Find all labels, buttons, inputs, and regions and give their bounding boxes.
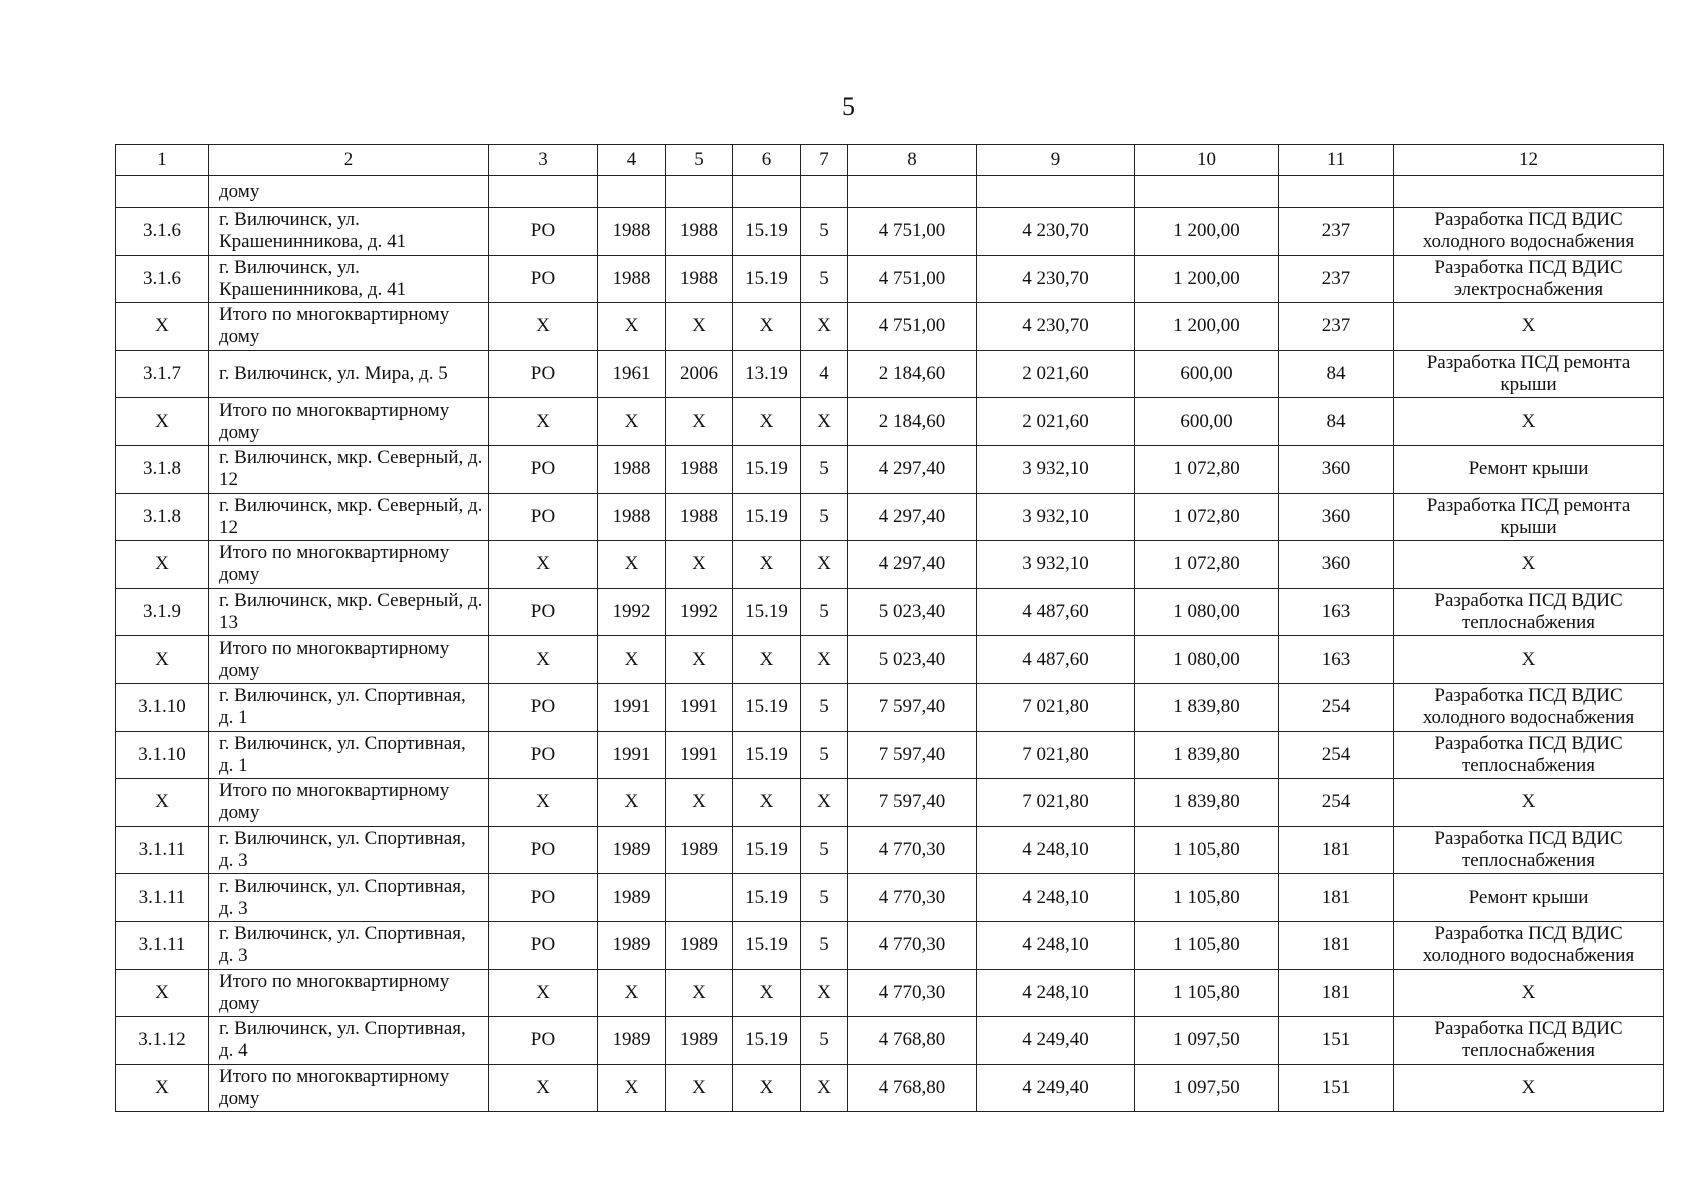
table-cell: Х: [733, 541, 801, 589]
table-cell: 3.1.11: [116, 874, 209, 922]
table-cell: [1279, 176, 1394, 208]
table-cell: 13.19: [733, 350, 801, 398]
table-cell: 2 021,60: [977, 398, 1135, 446]
table-cell: Х: [116, 1064, 209, 1112]
table-cell: 1991: [666, 731, 733, 779]
table-cell: 237: [1279, 208, 1394, 256]
table-cell: 5: [801, 255, 848, 303]
table-cell: 1 105,80: [1135, 921, 1279, 969]
table-cell: РО: [489, 255, 598, 303]
table-cell: 3 932,10: [977, 541, 1135, 589]
table-cell: 4 487,60: [977, 636, 1135, 684]
table-cell: 1 200,00: [1135, 255, 1279, 303]
table-cell: Х: [733, 398, 801, 446]
table-cell: 7 021,80: [977, 779, 1135, 827]
table-cell: Х: [1394, 1064, 1664, 1112]
table-row: [116, 1017, 1664, 1065]
table-cell: 4 770,30: [848, 826, 977, 874]
table-cell: 1989: [598, 826, 666, 874]
table-cell: Итого по многоквартирному дому: [209, 398, 489, 446]
table-cell: Х: [489, 1064, 598, 1112]
table-cell: Разработка ПСД ВДИС холодного водоснабжения: [1394, 921, 1664, 969]
table-cell: Итого по многоквартирному дому: [209, 1064, 489, 1112]
table-cell: 1988: [666, 208, 733, 256]
table-cell: 15.19: [733, 255, 801, 303]
column-header-8: 8: [848, 145, 977, 176]
table-cell: Разработка ПСД ВДИС теплоснабжения: [1394, 731, 1664, 779]
table-cell: 3.1.12: [116, 1017, 209, 1065]
table-cell: 1 839,80: [1135, 779, 1279, 827]
table-row: [116, 731, 1664, 779]
table-cell: 1989: [666, 921, 733, 969]
table-cell: 4 249,40: [977, 1017, 1135, 1065]
column-header-5: 5: [666, 145, 733, 176]
table-cell: Х: [801, 398, 848, 446]
table-cell: Х: [733, 1064, 801, 1112]
table-cell: 1989: [666, 1017, 733, 1065]
table-row: [116, 303, 1664, 351]
table-cell: Х: [733, 969, 801, 1017]
table-cell: 3.1.6: [116, 208, 209, 256]
table-cell: [598, 176, 666, 208]
column-header-6: 6: [733, 145, 801, 176]
table-cell: 3 932,10: [977, 493, 1135, 541]
table-cell: 1988: [598, 493, 666, 541]
table-cell: 4 768,80: [848, 1017, 977, 1065]
table-cell: 1 839,80: [1135, 731, 1279, 779]
table-cell: Х: [116, 303, 209, 351]
table-cell: Х: [666, 398, 733, 446]
table-cell: Х: [489, 779, 598, 827]
table-cell: РО: [489, 826, 598, 874]
table-cell: Х: [489, 398, 598, 446]
table-cell: 7 021,80: [977, 683, 1135, 731]
table-cell: 163: [1279, 636, 1394, 684]
table-cell: Х: [801, 636, 848, 684]
table-cell: Х: [666, 779, 733, 827]
table-cell: 4 230,70: [977, 208, 1135, 256]
table-cell: Х: [1394, 779, 1664, 827]
table-row: [116, 350, 1664, 398]
table-row: [116, 636, 1664, 684]
table-cell: Х: [666, 636, 733, 684]
column-header-12: 12: [1394, 145, 1664, 176]
table-cell: Х: [666, 1064, 733, 1112]
table-row: [116, 874, 1664, 922]
table-cell: Разработка ПСД ВДИС теплоснабжения: [1394, 588, 1664, 636]
table-cell: 1 097,50: [1135, 1064, 1279, 1112]
table-cell: 163: [1279, 588, 1394, 636]
table-cell: 1 097,50: [1135, 1017, 1279, 1065]
table-cell: 5: [801, 1017, 848, 1065]
table-cell: 4 248,10: [977, 874, 1135, 922]
table-cell: 1961: [598, 350, 666, 398]
table-cell: Х: [666, 303, 733, 351]
table-cell: 3.1.9: [116, 588, 209, 636]
table-body: [116, 176, 1664, 1112]
table-cell: РО: [489, 683, 598, 731]
table-cell: Х: [116, 779, 209, 827]
table-row: [116, 779, 1664, 827]
table-cell: Х: [1394, 969, 1664, 1017]
table-cell: РО: [489, 445, 598, 493]
table-cell: г. Вилючинск, ул. Спортивная, д. 1: [209, 683, 489, 731]
table-cell: 15.19: [733, 921, 801, 969]
table-cell: 3.1.11: [116, 921, 209, 969]
table-cell: 15.19: [733, 874, 801, 922]
table-cell: Х: [598, 303, 666, 351]
table-cell: 1988: [666, 255, 733, 303]
table-cell: г. Вилючинск, мкр. Северный, д. 13: [209, 588, 489, 636]
data-table: [115, 144, 1664, 1112]
table-cell: 3.1.8: [116, 493, 209, 541]
table-cell: Х: [666, 541, 733, 589]
table-cell: [733, 176, 801, 208]
table-cell: 5: [801, 208, 848, 256]
table-cell: Ремонт крыши: [1394, 445, 1664, 493]
page-number: 5: [842, 92, 855, 121]
table-cell: г. Вилючинск, ул. Спортивная, д. 3: [209, 874, 489, 922]
table-cell: 5: [801, 826, 848, 874]
table-row: [116, 588, 1664, 636]
table-row: [116, 969, 1664, 1017]
table-cell: г. Вилючинск, ул. Крашенинникова, д. 41: [209, 255, 489, 303]
table-cell: Х: [666, 969, 733, 1017]
table-row: [116, 255, 1664, 303]
table-cell: Х: [801, 1064, 848, 1112]
table-cell: 151: [1279, 1017, 1394, 1065]
table-cell: Х: [598, 969, 666, 1017]
table-cell: Разработка ПСД ВДИС холодного водоснабжения: [1394, 208, 1664, 256]
table-cell: 5 023,40: [848, 636, 977, 684]
table-cell: г. Вилючинск, ул. Спортивная, д. 4: [209, 1017, 489, 1065]
table-cell: 15.19: [733, 493, 801, 541]
table-cell: 15.19: [733, 208, 801, 256]
table-cell: Ремонт крыши: [1394, 874, 1664, 922]
table-cell: 4: [801, 350, 848, 398]
table-cell: 15.19: [733, 683, 801, 731]
table-cell: Итого по многоквартирному дому: [209, 303, 489, 351]
table-cell: Х: [801, 969, 848, 1017]
table-cell: 15.19: [733, 826, 801, 874]
table-cell: 5: [801, 493, 848, 541]
column-header-9: 9: [977, 145, 1135, 176]
table-cell: 181: [1279, 969, 1394, 1017]
table-cell: 2 184,60: [848, 350, 977, 398]
table-cell: 1991: [598, 683, 666, 731]
table-cell: 1989: [598, 1017, 666, 1065]
table-cell: Разработка ПСД ВДИС электроснабжения: [1394, 255, 1664, 303]
table-cell: 1989: [598, 874, 666, 922]
table-cell: 4 751,00: [848, 255, 977, 303]
table-cell: Х: [1394, 541, 1664, 589]
table-cell: 4 770,30: [848, 874, 977, 922]
table-cell: 15.19: [733, 588, 801, 636]
table-cell: 1 072,80: [1135, 541, 1279, 589]
table-cell: РО: [489, 1017, 598, 1065]
table-cell: Х: [116, 541, 209, 589]
table-cell: Х: [489, 541, 598, 589]
table-cell: 4 770,30: [848, 921, 977, 969]
table-cell: 15.19: [733, 445, 801, 493]
table-cell: 3.1.11: [116, 826, 209, 874]
table-cell: 254: [1279, 683, 1394, 731]
table-cell: 4 751,00: [848, 208, 977, 256]
table-cell: 181: [1279, 874, 1394, 922]
table-cell: 1 105,80: [1135, 826, 1279, 874]
table-cell: [489, 176, 598, 208]
table-cell: РО: [489, 874, 598, 922]
table-cell: 4 230,70: [977, 255, 1135, 303]
column-header-7: 7: [801, 145, 848, 176]
table-cell: [116, 176, 209, 208]
table-cell: 4 230,70: [977, 303, 1135, 351]
table-cell: г. Вилючинск, ул. Спортивная, д. 3: [209, 921, 489, 969]
table-cell: [801, 176, 848, 208]
table-cell: [1135, 176, 1279, 208]
table-cell: РО: [489, 731, 598, 779]
table-cell: Х: [116, 398, 209, 446]
table-cell: 360: [1279, 541, 1394, 589]
table-cell: 1 080,00: [1135, 588, 1279, 636]
table-cell: 1989: [598, 921, 666, 969]
table-cell: 7 597,40: [848, 683, 977, 731]
table-cell: 1992: [666, 588, 733, 636]
table-cell: Итого по многоквартирному дому: [209, 969, 489, 1017]
table-cell: 181: [1279, 826, 1394, 874]
table-cell: 1991: [598, 731, 666, 779]
table-cell: Х: [733, 636, 801, 684]
table-cell: [848, 176, 977, 208]
table-cell: 2006: [666, 350, 733, 398]
table-cell: дому: [209, 176, 489, 208]
table-cell: г. Вилючинск, мкр. Северный, д. 12: [209, 445, 489, 493]
table-cell: 4 768,80: [848, 1064, 977, 1112]
column-header-10: 10: [1135, 145, 1279, 176]
table-cell: 1991: [666, 683, 733, 731]
table-cell: 4 248,10: [977, 826, 1135, 874]
column-header-3: 3: [489, 145, 598, 176]
table-cell: 4 751,00: [848, 303, 977, 351]
table-cell: Х: [1394, 303, 1664, 351]
table-cell: 600,00: [1135, 350, 1279, 398]
table-row: [116, 398, 1664, 446]
table-cell: 5: [801, 683, 848, 731]
table-cell: Разработка ПСД ВДИС теплоснабжения: [1394, 826, 1664, 874]
table-row: [116, 493, 1664, 541]
table-cell: 84: [1279, 398, 1394, 446]
table-cell: Х: [801, 303, 848, 351]
table-cell: 5: [801, 874, 848, 922]
table-cell: г. Вилючинск, ул. Мира, д. 5: [209, 350, 489, 398]
table-cell: 1 072,80: [1135, 493, 1279, 541]
table-cell: РО: [489, 350, 598, 398]
table-cell: 1988: [598, 255, 666, 303]
table-cell: 151: [1279, 1064, 1394, 1112]
table-cell: 237: [1279, 303, 1394, 351]
table-cell: 237: [1279, 255, 1394, 303]
table-row: [116, 541, 1664, 589]
table-cell: Разработка ПСД ремонта крыши: [1394, 493, 1664, 541]
table-cell: Итого по многоквартирному дому: [209, 636, 489, 684]
table-cell: 181: [1279, 921, 1394, 969]
column-header-1: 1: [116, 145, 209, 176]
table-row: [116, 683, 1664, 731]
table-cell: 5: [801, 588, 848, 636]
table-row: [116, 1064, 1664, 1112]
table-cell: г. Вилючинск, мкр. Северный, д. 12: [209, 493, 489, 541]
table-cell: 5: [801, 445, 848, 493]
table-cell: Х: [1394, 398, 1664, 446]
column-header-2: 2: [209, 145, 489, 176]
table-cell: Х: [598, 779, 666, 827]
table-cell: Х: [1394, 636, 1664, 684]
table-cell: 1988: [666, 493, 733, 541]
table-cell: 84: [1279, 350, 1394, 398]
table-cell: 2 021,60: [977, 350, 1135, 398]
table-cell: РО: [489, 588, 598, 636]
table-cell: Х: [801, 541, 848, 589]
table-cell: 3 932,10: [977, 445, 1135, 493]
table-cell: 254: [1279, 779, 1394, 827]
table-cell: 3.1.8: [116, 445, 209, 493]
table-cell: [977, 176, 1135, 208]
table-cell: Х: [598, 398, 666, 446]
table-cell: [666, 176, 733, 208]
table-cell: 3.1.7: [116, 350, 209, 398]
table-cell: Х: [598, 541, 666, 589]
table-cell: РО: [489, 921, 598, 969]
table-cell: 3.1.10: [116, 731, 209, 779]
table-row: [116, 445, 1664, 493]
table-cell: 4 297,40: [848, 445, 977, 493]
table-cell: 7 597,40: [848, 731, 977, 779]
header-row: [116, 145, 1664, 176]
table-cell: 254: [1279, 731, 1394, 779]
table-cell: 2 184,60: [848, 398, 977, 446]
table-cell: 1988: [598, 208, 666, 256]
table-cell: 360: [1279, 493, 1394, 541]
table-cell: Х: [733, 779, 801, 827]
table-cell: 5: [801, 731, 848, 779]
table-cell: 7 021,80: [977, 731, 1135, 779]
table-row: [116, 921, 1664, 969]
table-cell: г. Вилючинск, ул. Спортивная, д. 3: [209, 826, 489, 874]
table-cell: Х: [733, 303, 801, 351]
table-cell: Разработка ПСД ремонта крыши: [1394, 350, 1664, 398]
table-cell: 7 597,40: [848, 779, 977, 827]
table-cell: 1988: [666, 445, 733, 493]
table-cell: 1 072,80: [1135, 445, 1279, 493]
table-cell: 1989: [666, 826, 733, 874]
column-header-11: 11: [1279, 145, 1394, 176]
table-cell: 4 249,40: [977, 1064, 1135, 1112]
table-cell: Х: [116, 969, 209, 1017]
column-header-4: 4: [598, 145, 666, 176]
table-row-continuation: [116, 176, 1664, 208]
table-cell: г. Вилючинск, ул. Спортивная, д. 1: [209, 731, 489, 779]
table-cell: 1988: [598, 445, 666, 493]
table-cell: 360: [1279, 445, 1394, 493]
table-cell: РО: [489, 493, 598, 541]
table-cell: 5: [801, 921, 848, 969]
table-cell: 15.19: [733, 731, 801, 779]
table-cell: 1 105,80: [1135, 874, 1279, 922]
table-cell: 3.1.6: [116, 255, 209, 303]
table-cell: Х: [598, 1064, 666, 1112]
table-row: [116, 208, 1664, 256]
table-cell: РО: [489, 208, 598, 256]
table-cell: 4 297,40: [848, 493, 977, 541]
table-cell: Разработка ПСД ВДИС холодного водоснабжения: [1394, 683, 1664, 731]
table-cell: 1 839,80: [1135, 683, 1279, 731]
table-cell: 4 297,40: [848, 541, 977, 589]
table-cell: 1 080,00: [1135, 636, 1279, 684]
table-cell: г. Вилючинск, ул. Крашенинникова, д. 41: [209, 208, 489, 256]
table-cell: 4 248,10: [977, 969, 1135, 1017]
table-cell: 4 248,10: [977, 921, 1135, 969]
table-cell: Х: [489, 969, 598, 1017]
table-cell: 4 770,30: [848, 969, 977, 1017]
table-cell: 1 200,00: [1135, 208, 1279, 256]
table-cell: 4 487,60: [977, 588, 1135, 636]
table-cell: 15.19: [733, 1017, 801, 1065]
table-cell: Итого по многоквартирному дому: [209, 779, 489, 827]
table-row: [116, 826, 1664, 874]
table-cell: 1992: [598, 588, 666, 636]
table-cell: Х: [598, 636, 666, 684]
table-cell: 3.1.10: [116, 683, 209, 731]
table-cell: [666, 874, 733, 922]
table-cell: Х: [489, 303, 598, 351]
table-cell: 600,00: [1135, 398, 1279, 446]
table-cell: 5 023,40: [848, 588, 977, 636]
table-cell: Х: [489, 636, 598, 684]
table-cell: Итого по многоквартирному дому: [209, 541, 489, 589]
table-cell: [1394, 176, 1664, 208]
table-cell: Х: [116, 636, 209, 684]
table-cell: Х: [801, 779, 848, 827]
table-cell: 1 200,00: [1135, 303, 1279, 351]
table-cell: 1 105,80: [1135, 969, 1279, 1017]
table-cell: Разработка ПСД ВДИС теплоснабжения: [1394, 1017, 1664, 1065]
